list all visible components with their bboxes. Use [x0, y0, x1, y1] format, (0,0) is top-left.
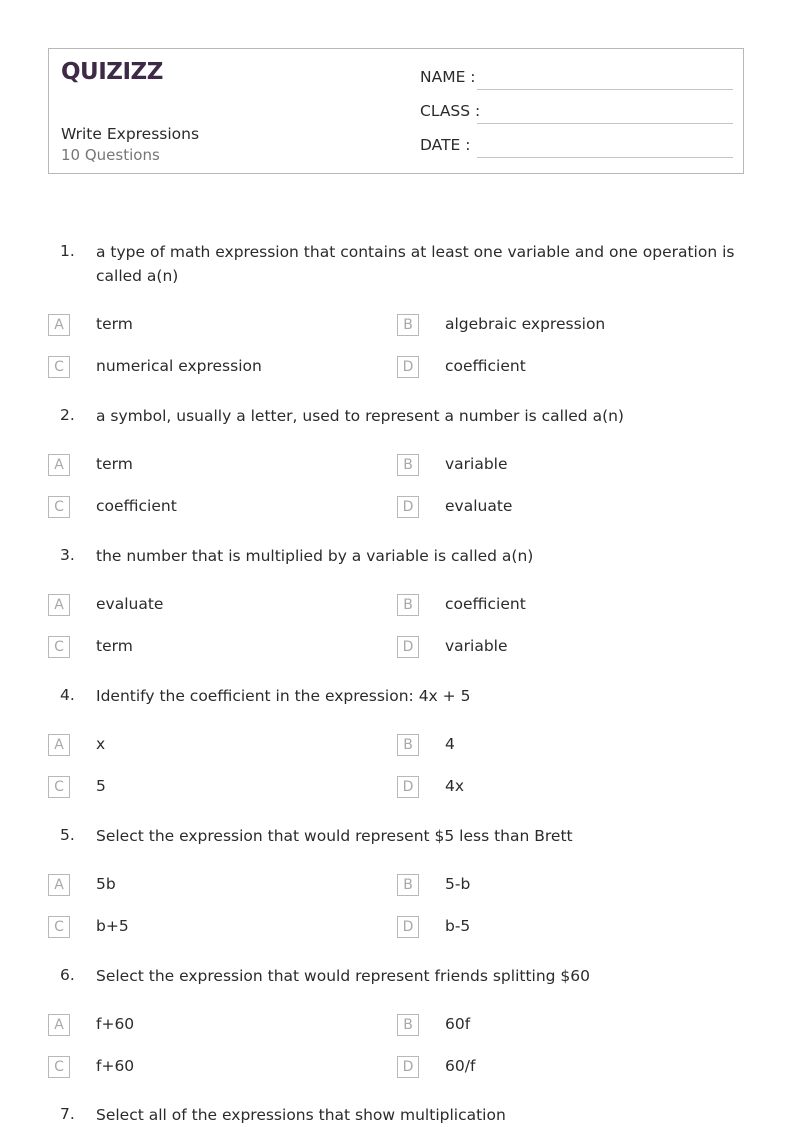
option-text: variable: [445, 637, 508, 655]
option-text: 5b: [96, 875, 116, 893]
option-letter-box: D: [397, 636, 419, 658]
option-letter-box: B: [397, 454, 419, 476]
question-count: 10 Questions: [61, 146, 160, 164]
question-number: 5.: [60, 826, 75, 844]
option-text: 4x: [445, 777, 465, 795]
option-letter-box: B: [397, 314, 419, 336]
option-letter-box: D: [397, 916, 419, 938]
option-text: algebraic expression: [445, 315, 606, 333]
option-text: 60f: [445, 1015, 471, 1033]
option-letter-box: C: [48, 1056, 70, 1078]
option-letter-box: A: [48, 1014, 70, 1036]
option-text: 5-b: [445, 875, 471, 893]
question-text: Select the expression that would represent $5 less than Brett: [96, 827, 573, 845]
question-text: a symbol, usually a letter, used to represent a number is called a(n): [96, 407, 624, 425]
option-letter-box: B: [397, 1014, 419, 1036]
question-text: Identify the coefficient in the expression: 4x + 5: [96, 687, 471, 705]
option-letter-box: D: [397, 356, 419, 378]
class-label: CLASS :: [420, 102, 481, 120]
name-line: [477, 89, 733, 90]
class-line: [477, 123, 733, 124]
option-letter-box: A: [48, 734, 70, 756]
question-text: Select the expression that would represent friends splitting $60: [96, 967, 591, 985]
option-letter-box: D: [397, 1056, 419, 1078]
option-text: 5: [96, 777, 106, 795]
question-number: 1.: [60, 242, 75, 260]
worksheet-title: Write Expressions: [61, 125, 200, 143]
option-text: x: [96, 735, 106, 753]
option-text: coefficient: [445, 595, 526, 613]
option-letter-box: C: [48, 916, 70, 938]
option-text: 60/f: [445, 1057, 476, 1075]
option-letter-box: A: [48, 874, 70, 896]
date-line: [477, 157, 733, 158]
option-text: variable: [445, 455, 508, 473]
option-letter-box: C: [48, 356, 70, 378]
question-number: 7.: [60, 1105, 75, 1123]
option-text: coefficient: [96, 497, 177, 515]
question-number: 6.: [60, 966, 75, 984]
name-label: NAME :: [420, 68, 476, 86]
option-text: term: [96, 315, 133, 333]
date-label: DATE :: [420, 136, 471, 154]
option-text: numerical expression: [96, 357, 262, 375]
option-letter-box: A: [48, 454, 70, 476]
question-text: Select all of the expressions that show multiplication: [96, 1106, 506, 1124]
option-text: coefficient: [445, 357, 526, 375]
option-text: 4: [445, 735, 455, 753]
option-text: f+60: [96, 1057, 135, 1075]
option-letter-box: C: [48, 776, 70, 798]
option-text: evaluate: [445, 497, 513, 515]
question-text: the number that is multiplied by a variable is called a(n): [96, 547, 534, 565]
option-text: term: [96, 637, 133, 655]
option-letter-box: D: [397, 496, 419, 518]
option-text: b+5: [96, 917, 129, 935]
question-number: 3.: [60, 546, 75, 564]
option-letter-box: A: [48, 314, 70, 336]
option-letter-box: B: [397, 594, 419, 616]
option-text: b-5: [445, 917, 471, 935]
option-letter-box: C: [48, 636, 70, 658]
question-text: a type of math expression that contains at least one variable and one operation is called a(n): [96, 243, 735, 285]
question-number: 2.: [60, 406, 75, 424]
option-letter-box: B: [397, 734, 419, 756]
option-letter-box: C: [48, 496, 70, 518]
quizizz-logo: QUIZIZZ: [61, 59, 163, 85]
question-number: 4.: [60, 686, 75, 704]
option-text: evaluate: [96, 595, 164, 613]
option-letter-box: D: [397, 776, 419, 798]
option-letter-box: A: [48, 594, 70, 616]
option-text: term: [96, 455, 133, 473]
option-text: f+60: [96, 1015, 135, 1033]
worksheet-header: [48, 48, 744, 174]
option-letter-box: B: [397, 874, 419, 896]
